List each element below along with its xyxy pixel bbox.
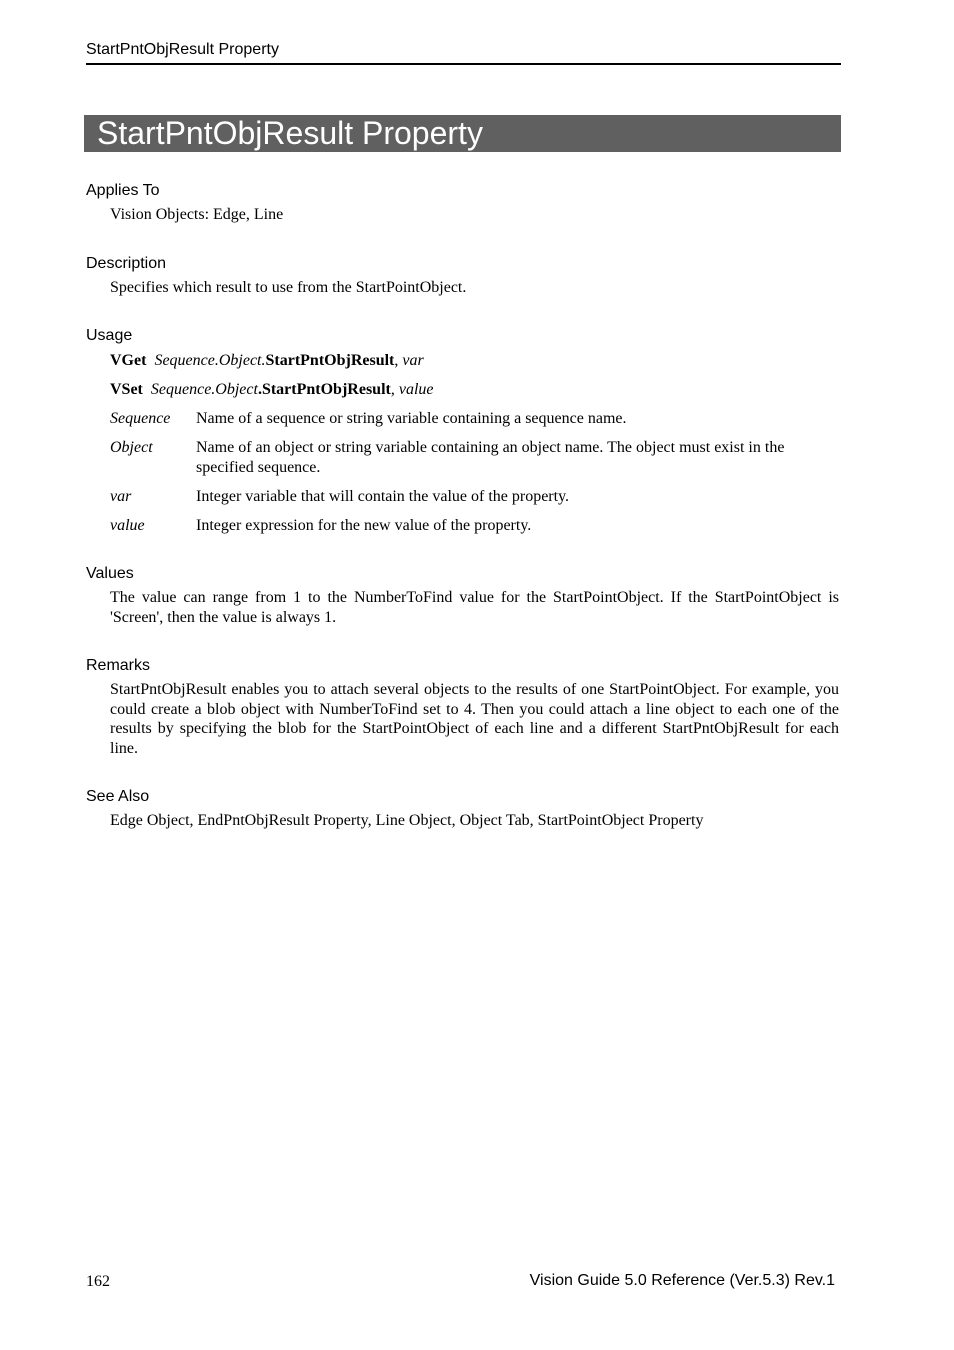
param-desc: Integer expression for the new value of the property.: [196, 517, 532, 534]
param-desc: Integer variable that will contain the value of the property.: [196, 488, 570, 505]
usage-vget-line: [110, 351, 424, 371]
vset-object-path: Sequence.Object: [150, 381, 258, 398]
description-heading: Description: [86, 255, 167, 272]
vset-arg: value: [398, 381, 434, 398]
param-name: var: [110, 488, 132, 505]
footer-doc-title: Vision Guide 5.0 Reference (Ver.5.3) Rev.1: [529, 1272, 835, 1289]
see-also-heading: See Also: [86, 788, 150, 805]
vset-property: .StartPntObjResult: [257, 381, 391, 398]
page-title: StartPntObjResult Property: [84, 115, 841, 152]
param-name: Sequence: [110, 410, 171, 427]
remarks-heading: Remarks: [86, 657, 151, 674]
see-also-text: Edge Object, EndPntObjResult Property, Line Object, Object Tab, StartPointObject Property: [110, 812, 704, 829]
description-text: Specifies which result to use from the StartPointObject.: [110, 279, 467, 296]
vget-separator: ,: [394, 352, 403, 369]
values-heading: Values: [86, 565, 134, 582]
remarks-text: StartPntObjResult enables you to attach several objects to the results of one StartPointObject. For example, you could create a blob object with NumberToFind set to 4. Then you could attach a line object to each one of the results by specifying the blob for the StartPointObject of each line and a different StartPntObjResult for each line.: [110, 681, 839, 757]
running-header: [86, 41, 841, 65]
vset-keyword: VSet: [110, 381, 143, 398]
usage-heading: Usage: [86, 327, 133, 344]
applies-to-heading: Applies To: [86, 182, 160, 199]
param-name: value: [110, 517, 145, 534]
vget-arg: var: [402, 352, 424, 369]
vget-object-path: Sequence.Object.: [154, 352, 266, 369]
page-number: 162: [86, 1273, 110, 1290]
values-text: The value can range from 1 to the NumberToFind value for the StartPointObject. If the StartPointObject is 'Screen', then the value is always 1.: [110, 589, 839, 626]
vget-keyword: VGet: [110, 352, 147, 369]
running-header-title: StartPntObjResult Property: [86, 41, 279, 58]
applies-to-text: Vision Objects: Edge, Line: [110, 206, 284, 223]
param-name: Object: [110, 439, 153, 456]
param-desc: Name of a sequence or string variable containing a sequence name.: [196, 410, 627, 427]
vget-property: StartPntObjResult: [265, 352, 395, 369]
usage-vset-line: [110, 380, 434, 400]
vset-separator: ,: [390, 381, 399, 398]
param-desc: Name of an object or string variable containing an object name. The object must exist in the specified sequence.: [196, 439, 785, 476]
